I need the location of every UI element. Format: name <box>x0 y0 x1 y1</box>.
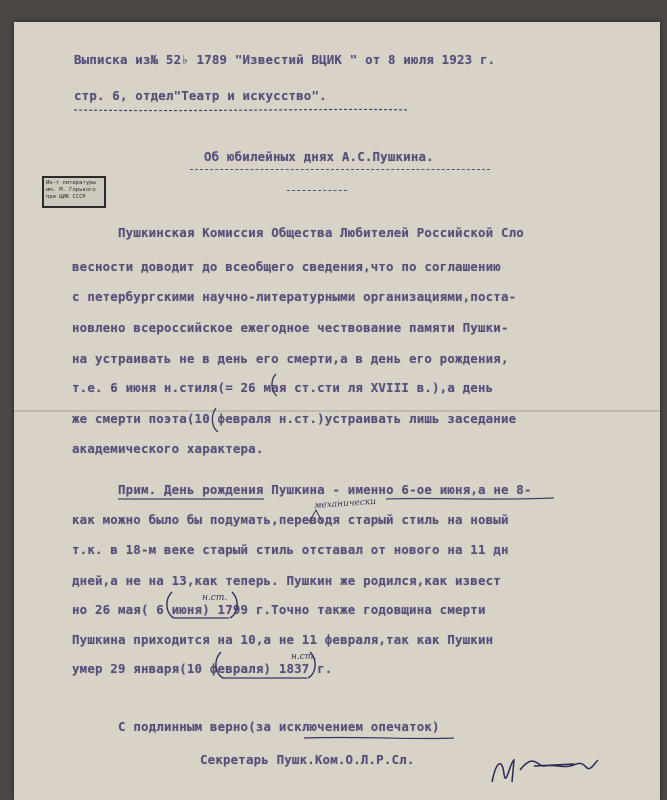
stamp-line: Ин-т литературы <box>46 180 96 186</box>
note-line: дней,а не на 13,как теперь. Пушкин же родился,как извест <box>72 573 501 588</box>
paragraph-line: академического характера. <box>72 441 264 456</box>
paragraph-line: т.е. 6 июня н.стиля(= 26 мая ст.сти ля XVIII в.),а день <box>72 380 494 395</box>
paragraph-line: на устраивать не в день его смерти,а в день его рождения, <box>72 351 509 366</box>
stamp-line: им. М. Горького <box>46 187 96 193</box>
note-underline-2 <box>386 498 554 499</box>
header-underline <box>74 109 409 110</box>
archive-stamp <box>42 176 106 208</box>
closing-underline <box>304 737 454 738</box>
document-page <box>14 22 660 800</box>
paragraph-line: же смерти поэта(10 февраля н.ст.)устраивать лишь заседание <box>72 411 517 426</box>
signature <box>492 760 598 782</box>
note-line: Пушкина приходится на 10,а не 11 февраля,так как Пушкин <box>72 632 494 647</box>
stamp-line: при ЦИК СССР <box>46 194 86 200</box>
note-line: но 26 мая( 6 июня) 1799 г.Точно также годовщина смерти <box>72 602 486 617</box>
handwritten-annotation: н.ст. <box>291 652 317 662</box>
handwritten-annotation: н.ст. <box>202 593 228 603</box>
separator <box>287 190 347 191</box>
paragraph-line: с петербургскими научно-литературными организациями,поста- <box>72 289 517 304</box>
handwritten-insertion: механически <box>313 496 377 512</box>
paragraph-line: Пушкинская Комиссия Общества Любителей Российской Сло <box>118 225 524 240</box>
note-line: т.к. в 18-м веке старый стиль отставал от нового на 11 дн <box>72 542 509 557</box>
title-underline <box>190 169 490 170</box>
header-line-2: стр. 6, отдел"Театр и искусство". <box>74 88 327 103</box>
paragraph-line: новлено всероссийское ежегодное чествование памяти Пушки- <box>72 320 509 335</box>
note-line: Прим. День рождения Пушкина - именно 6-ое июня,а не 8- <box>118 482 532 497</box>
note-line: как можно было бы подумать,переводя старый стиль на новый <box>72 512 509 527</box>
certification-line: С подлинным верно(за исключением опечаток) <box>118 719 440 734</box>
document-title: Об юбилейных днях А.С.Пушкина. <box>204 149 434 164</box>
secretary-line: Секретарь Пушк.Ком.О.Л.Р.Сл. <box>200 752 415 767</box>
paragraph-line: весности доводит до всеобщего сведения,что по соглашению <box>72 259 501 274</box>
note-line: умер 29 января(10 февраля) 1837 г. <box>72 661 333 676</box>
header-line-1: Выписка из№ 52♭ 1789 "Известий ВЦИК " от 8 июля 1923 г. <box>74 52 496 67</box>
